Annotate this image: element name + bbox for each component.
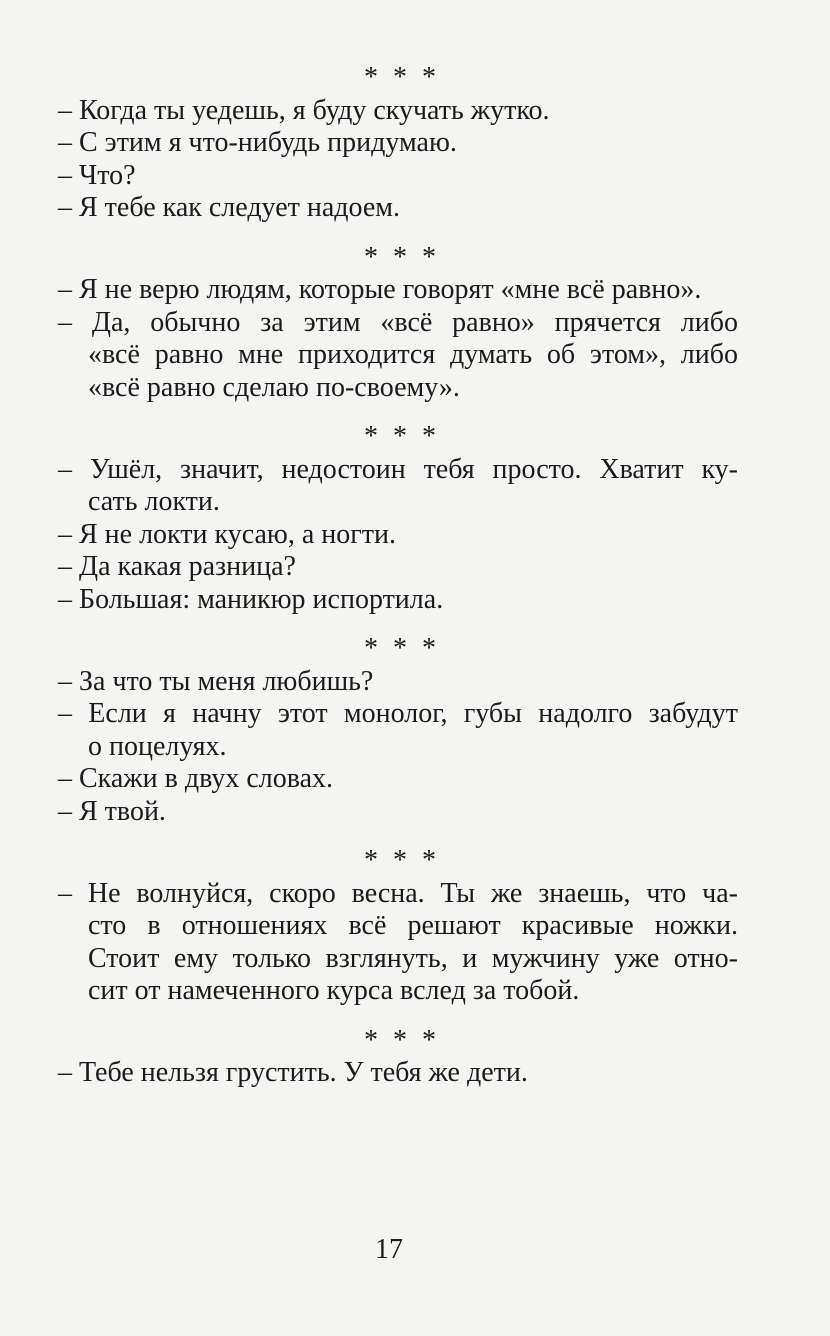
page-number: 17: [375, 1234, 403, 1265]
dialogue-line-continuation: «всё равно мне приходится думать об этом», либо: [88, 339, 738, 370]
dialogue-line: – Большая: маникюр испортила.: [58, 583, 444, 615]
dialogue-line-continuation: Стоит ему только взглянуть, и мужчину уже отно-: [88, 942, 738, 974]
dialogue-line: – Тебе нельзя грустить. У тебя же дети.: [58, 1057, 528, 1088]
dialogue-line: – Я не локти кусаю, а ногти.: [58, 518, 396, 550]
dialogue-line: – Ушёл, значит, недостоин тебя просто. Хватит ку-: [58, 453, 738, 485]
dialogue-line: – Я тебе как следует надоем.: [58, 192, 401, 223]
section-separator: * * *: [364, 633, 440, 664]
dialogue-line: – С этим я что-нибудь придумаю.: [58, 127, 457, 158]
section-separator: * * *: [364, 845, 440, 876]
dialogue-line-continuation: сать локти.: [88, 486, 220, 517]
page-text: [58, 62, 738, 1090]
dialogue-line-continuation: сто в отношениях всё решают красивые ножки.: [88, 910, 738, 941]
section-separator: * * *: [364, 62, 440, 93]
dialogue-line: – Я твой.: [58, 795, 166, 827]
dialogue-line: – Не волнуйся, скоро весна. Ты же знаешь, что ча-: [58, 877, 738, 909]
dialogue-line-continuation: «всё равно сделаю по-своему».: [88, 371, 460, 403]
dialogue-line: – Что?: [58, 159, 136, 191]
section-separator: * * *: [364, 421, 440, 452]
dialogue-line: – Если я начну этот монолог, губы надолго забудут: [58, 698, 738, 729]
dialogue-line: – Да, обычно за этим «всё равно» прячется либо: [58, 306, 738, 338]
dialogue-line: – За что ты меня любишь?: [58, 665, 374, 697]
dialogue-line: – Я не верю людям, которые говорят «мне всё равно».: [58, 274, 702, 305]
dialogue-line: – Скажи в двух словах.: [58, 763, 334, 794]
dialogue-line-continuation: сит от намеченного курса вслед за тобой.: [88, 975, 580, 1006]
dialogue-line-continuation: о поцелуях.: [88, 730, 227, 762]
section-separator: * * *: [364, 1024, 440, 1056]
dialogue-line: – Да какая разница?: [58, 551, 296, 582]
section-separator: * * *: [364, 241, 440, 273]
dialogue-line: – Когда ты уедешь, я буду скучать жутко.: [58, 94, 550, 126]
